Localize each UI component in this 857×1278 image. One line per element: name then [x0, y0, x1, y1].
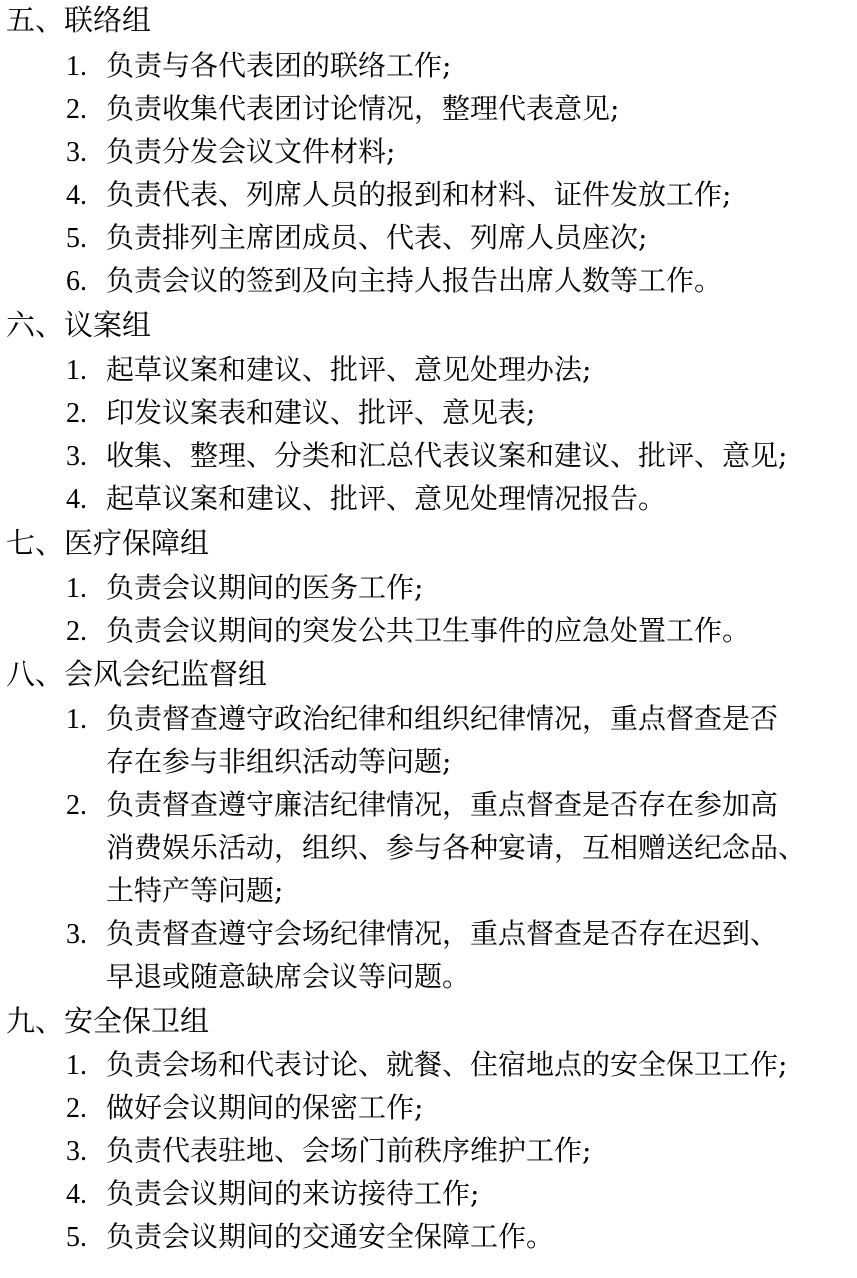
list-item — [66, 391, 846, 435]
item-number: 3. — [66, 441, 87, 472]
item-text: 起草议案和建议、批评、意见处理情况报告。 — [106, 482, 667, 515]
item-text: 负责会议期间的来访接待工作; — [106, 1177, 480, 1210]
item-number: 6. — [66, 266, 87, 297]
list-item — [66, 477, 846, 521]
list-item — [66, 783, 846, 827]
item-text: 负责会议期间的突发公共卫生事件的应急处置工作。 — [106, 614, 751, 647]
section-heading: 九、安全保卫组 — [6, 1004, 210, 1038]
item-text-line: 负责督查遵守廉洁纪律情况，重点督查是否存在参加高 — [106, 788, 779, 821]
item-number: 1. — [66, 704, 87, 735]
item-text-line: 早退或随意缺席会议等问题。 — [106, 960, 471, 993]
section-heading: 五、联络组 — [6, 3, 152, 37]
item-number: 3. — [66, 137, 87, 168]
item-number: 3. — [66, 1136, 87, 1167]
list-item-continuation — [66, 826, 846, 869]
list-item — [66, 173, 846, 217]
item-number: 2. — [66, 398, 87, 429]
item-number: 1. — [66, 355, 87, 386]
item-text: 负责会议期间的交通安全保障工作。 — [106, 1220, 555, 1253]
item-text-line: 存在参与非组织活动等问题; — [106, 745, 452, 778]
item-text: 起草议案和建议、批评、意见处理办法; — [106, 353, 592, 386]
list-item — [66, 1172, 846, 1216]
section-heading: 六、议案组 — [6, 308, 152, 342]
item-text: 负责分发会议文件材料; — [106, 135, 396, 168]
item-number: 1. — [66, 51, 87, 82]
item-number: 2. — [66, 616, 87, 647]
list-item — [66, 216, 846, 260]
item-text-line: 土特产等问题; — [106, 874, 284, 907]
item-text: 负责与各代表团的联络工作; — [106, 49, 452, 82]
item-number: 5. — [66, 1222, 87, 1253]
list-item — [66, 912, 846, 956]
list-item — [66, 259, 846, 303]
item-number: 4. — [66, 1179, 87, 1210]
item-number: 2. — [66, 1093, 87, 1124]
list-item — [66, 1129, 846, 1173]
list-item — [66, 566, 846, 610]
item-text: 负责会场和代表讨论、就餐、住宿地点的安全保卫工作; — [106, 1048, 788, 1081]
item-text: 负责会议期间的医务工作; — [106, 571, 424, 604]
item-text: 做好会议期间的保密工作; — [106, 1091, 424, 1124]
item-number: 5. — [66, 223, 87, 254]
item-text: 负责代表驻地、会场门前秩序维护工作; — [106, 1134, 592, 1167]
item-number: 1. — [66, 1050, 87, 1081]
list-item — [66, 1215, 846, 1259]
list-item — [66, 609, 846, 653]
item-number: 2. — [66, 94, 87, 125]
list-item — [66, 87, 846, 131]
item-text: 收集、整理、分类和汇总代表议案和建议、批评、意见; — [106, 439, 788, 472]
list-item-continuation — [66, 740, 846, 783]
section-heading: 七、医疗保障组 — [6, 526, 210, 560]
item-text: 负责代表、列席人员的报到和材料、证件发放工作; — [106, 178, 732, 211]
list-item — [66, 1043, 846, 1087]
list-item — [66, 130, 846, 174]
item-number: 2. — [66, 790, 87, 821]
list-item — [66, 434, 846, 478]
item-number: 1. — [66, 573, 87, 604]
list-item — [66, 1086, 846, 1130]
list-item — [66, 44, 846, 88]
item-text: 负责会议的签到及向主持人报告出席人数等工作。 — [106, 264, 723, 297]
item-text: 负责收集代表团讨论情况，整理代表意见; — [106, 92, 620, 125]
item-text: 负责排列主席团成员、代表、列席人员座次; — [106, 221, 648, 254]
item-text-line: 消费娱乐活动，组织、参与各种宴请，互相赠送纪念品、 — [106, 831, 807, 864]
item-text-line: 负责督查遵守会场纪律情况，重点督查是否存在迟到、 — [106, 917, 779, 950]
list-item-continuation — [66, 869, 846, 912]
item-text-line: 负责督查遵守政治纪律和组织纪律情况，重点督查是否 — [106, 702, 779, 735]
item-number: 3. — [66, 919, 87, 950]
section-heading: 八、会风会纪监督组 — [6, 657, 268, 691]
list-item — [66, 697, 846, 741]
list-item-continuation — [66, 955, 846, 998]
item-number: 4. — [66, 180, 87, 211]
item-number: 4. — [66, 484, 87, 515]
item-text: 印发议案表和建议、批评、意见表; — [106, 396, 536, 429]
list-item — [66, 348, 846, 392]
